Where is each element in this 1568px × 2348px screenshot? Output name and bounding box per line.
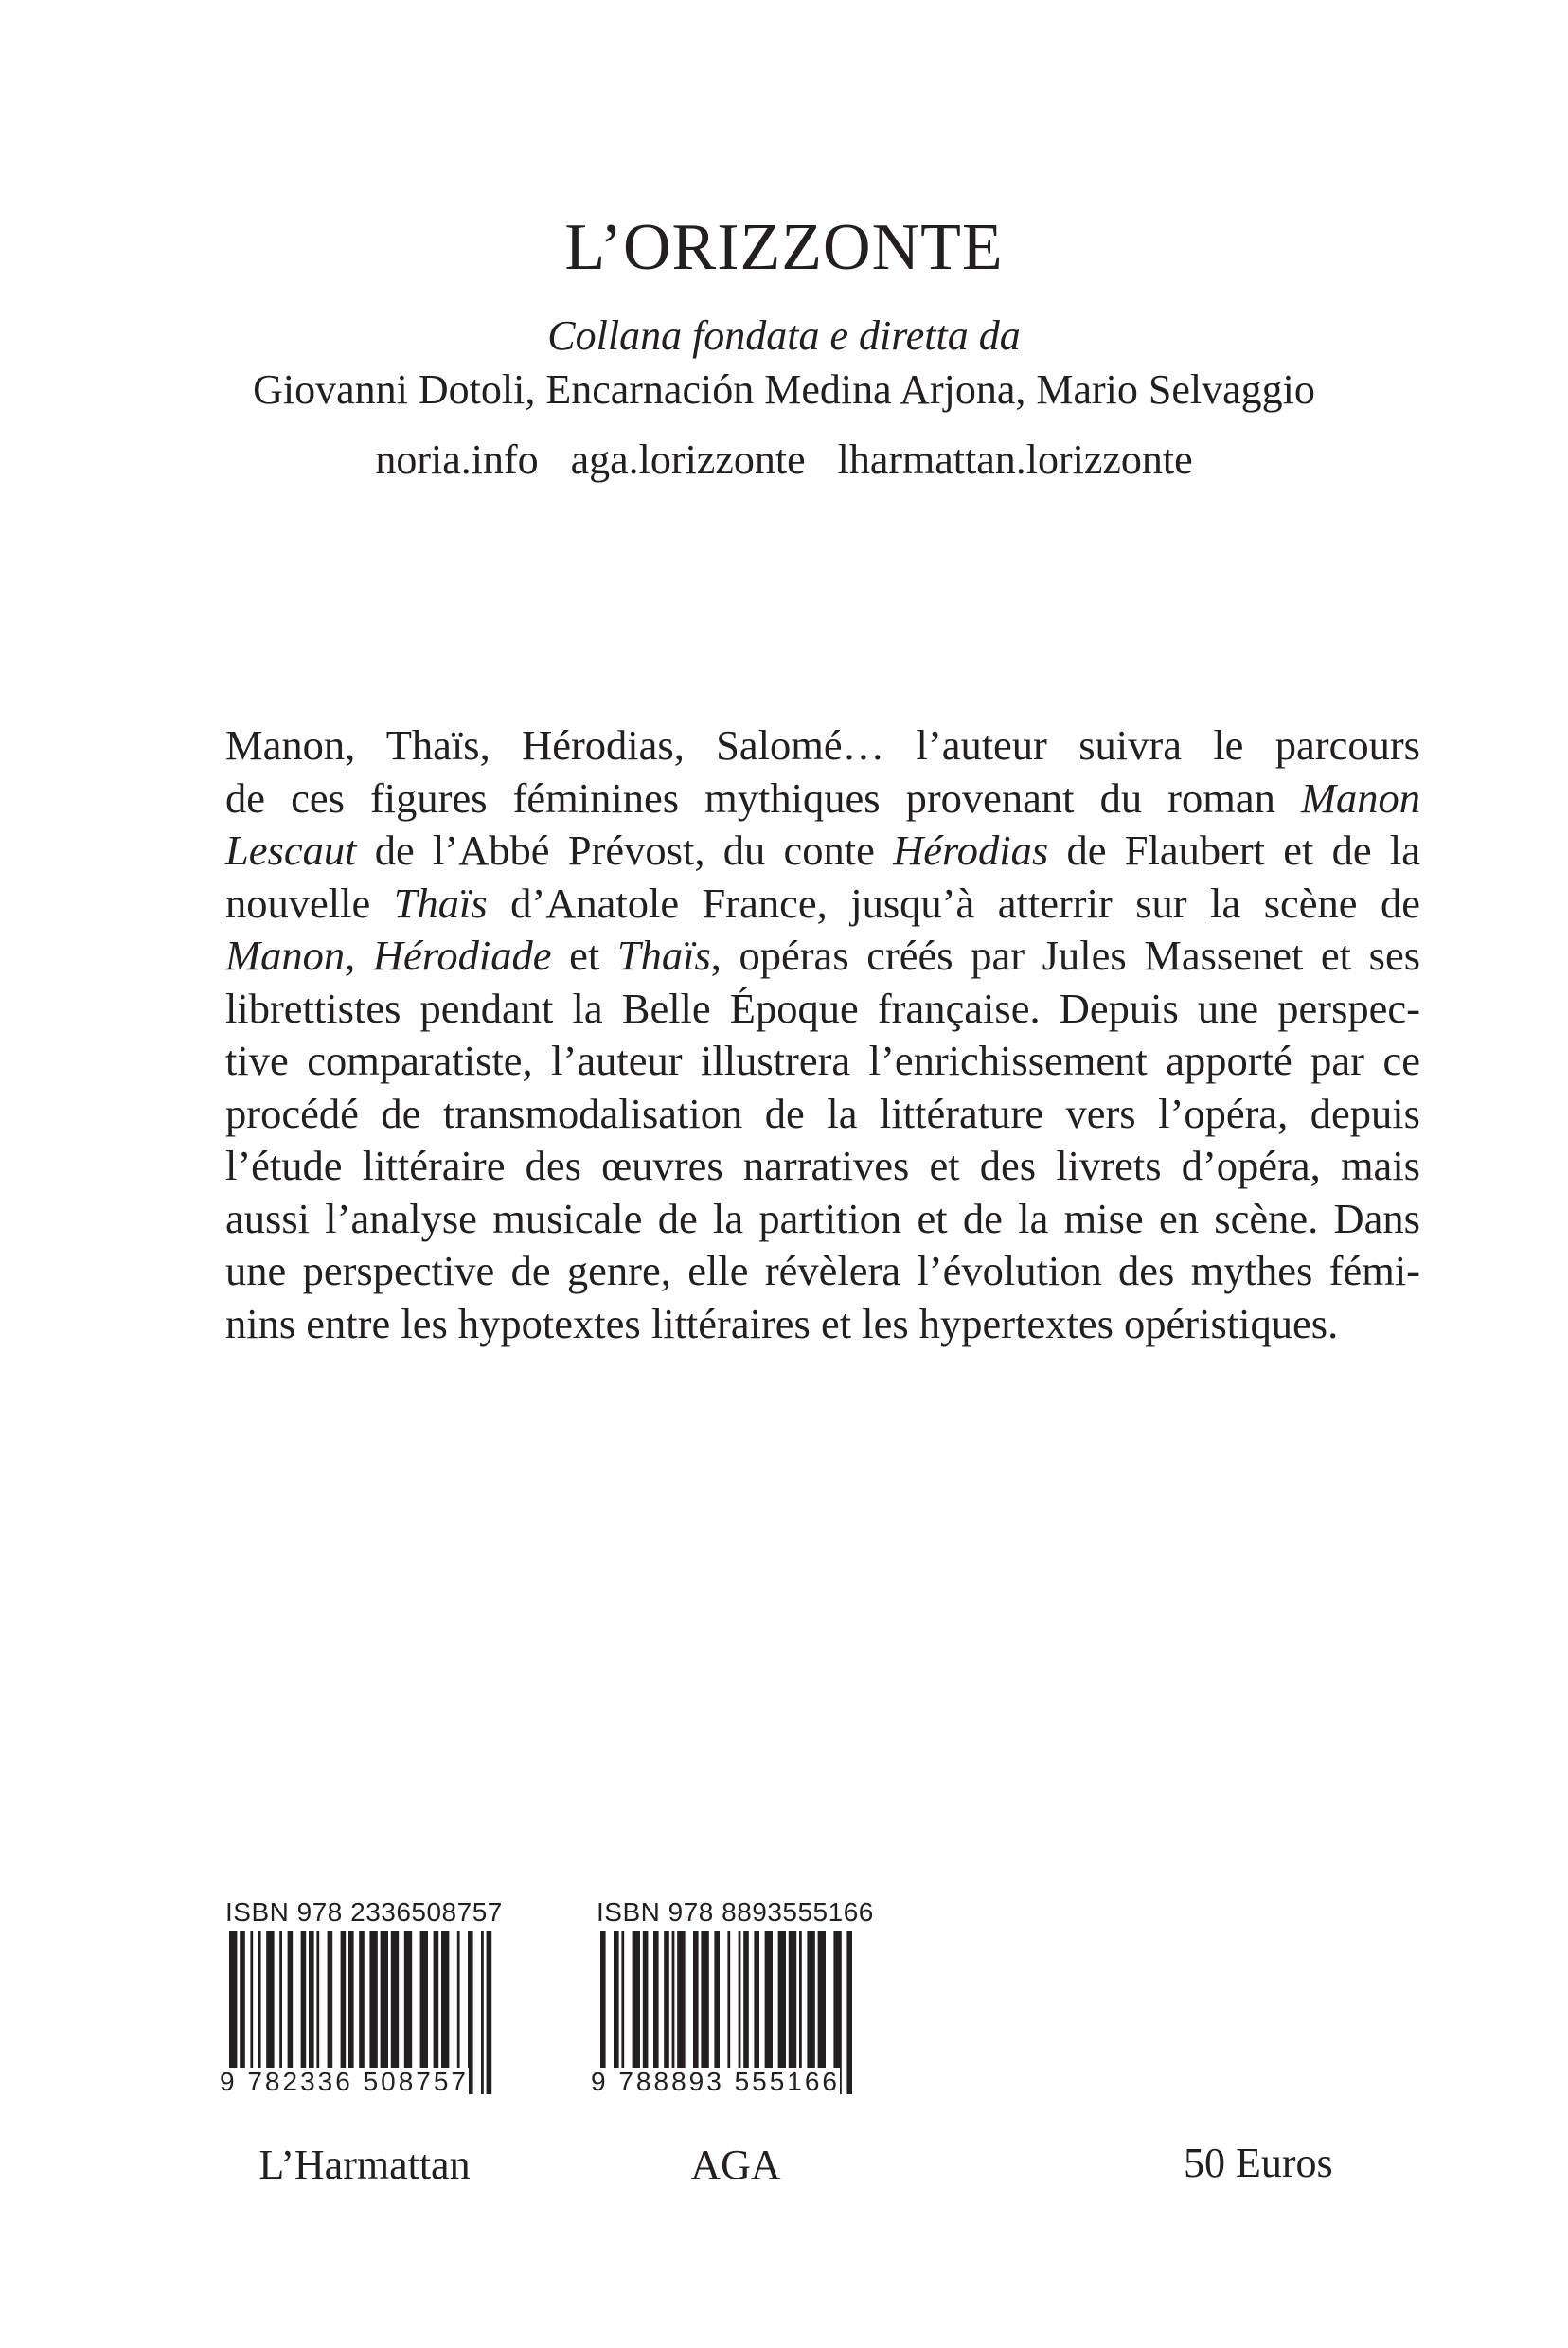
blurb-title-italic: Thaïs [616,932,711,979]
barcode-bar [487,1931,492,2094]
blurb-text: tive comparatiste, l’auteur illustrera l’enrichissement apporté par ce [225,1037,1420,1084]
barcode-digits-aga: 9 788893 555166 [591,2067,840,2096]
series-directors: Giovanni Dotoli, Encarnación Medina Arjona, Mario Selvaggio [253,366,1315,413]
blurb-line [225,1298,1420,1351]
blurb-text: nouvelle [225,879,371,927]
barcode-bar [846,1931,852,2094]
blurb-line [225,878,1420,931]
blurb-title-italic: Manon [1300,774,1421,822]
isbn-label-aga: ISBN 978 8893555166 [597,1897,874,1927]
blurb-text: et [569,932,600,979]
series-links: noria.info aga.lorizzonte lharmattan.lorizzonte [375,436,1193,483]
isbn-label-harmattan: ISBN 978 2336508757 [225,1897,503,1927]
blurb-text: procédé de transmodalisation de la littérature vers l’opéra, depuis [225,1089,1420,1137]
blurb-text: de l’Abbé Prévost, du conte [374,827,875,874]
blurb-line [225,825,1420,878]
blurb-line [225,1035,1420,1088]
blurb-line [225,930,1420,983]
barcode-bar [481,1931,484,2094]
blurb-line [225,1088,1420,1141]
series-title: L’ORIZZONTE [564,211,1004,284]
publisher-aga: AGA [690,2142,781,2188]
barcode-digits-harmattan: 9 782336 508757 [220,2067,469,2096]
back-cover-blurb [225,720,1420,1350]
blurb-line [225,983,1420,1036]
blurb-text: l’étude littéraire des œuvres narratives et des livrets d’opéra, mais [225,1142,1420,1189]
blurb-text: nins entre les hypotextes littéraires et les hypertextes opéristiques. [225,1299,1339,1347]
blurb-text: , opéras créés par Jules Massenet et ses [710,932,1421,979]
blurb-text: aussi l’analyse musicale de la partition et de la mise en scène. Dans [225,1194,1420,1242]
blurb-text: de Flaubert et de la [1066,827,1421,874]
blurb-line [225,1193,1420,1246]
price: 50 Euros [1184,2140,1333,2186]
blurb-line [225,1245,1420,1298]
blurb-text: d’Anatole France, jusqu’à atterrir sur la scène de [510,879,1421,927]
blurb-text: de ces figures féminines mythiques provenant du roman [225,774,1275,822]
blurb-title-italic: Hérodiade [372,932,552,979]
blurb-text: Manon, Thaïs, Hérodias, Salomé… l’auteur suivra le parcours [225,721,1420,769]
blurb-title-italic: Hérodias [893,827,1049,874]
blurb-line [225,720,1420,773]
blurb-text: librettistes pendant la Belle Époque française. Depuis une perspec- [225,984,1420,1032]
blurb-title-italic: Manon, [225,932,356,979]
series-subtitle: Collana fondata e diretta da [547,312,1021,359]
publisher-harmattan: L’Harmattan [258,2142,471,2188]
blurb-line [225,773,1420,826]
blurb-title-italic: Lescaut [225,827,357,874]
blurb-text: une perspective de genre, elle révèlera l’évolution des mythes fémi- [225,1247,1420,1294]
blurb-line [225,1140,1420,1193]
blurb-title-italic: Thaïs [393,879,488,927]
